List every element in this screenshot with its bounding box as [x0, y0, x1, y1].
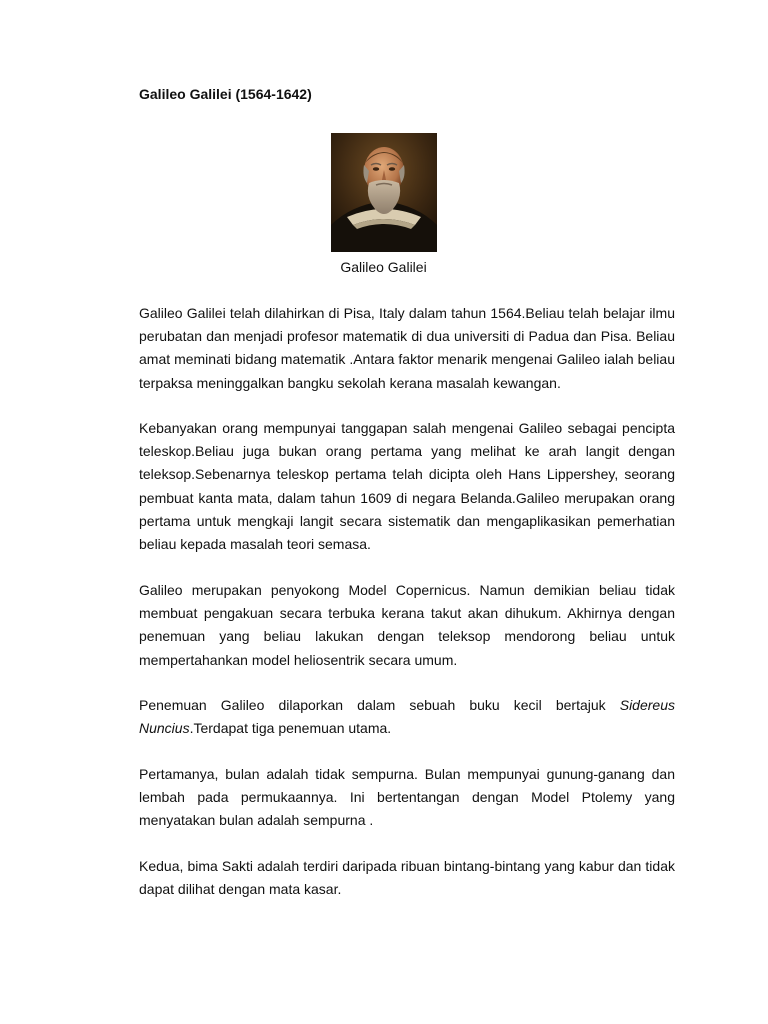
galileo-portrait — [331, 133, 437, 252]
document-title: Galileo Galilei (1564-1642) — [139, 86, 312, 102]
paragraph-3: Galileo merupakan penyokong Model Copernicus. Namun demikian beliau tidak membuat pengakuan secara terbuka kerana takut akan dihukum. Akhirnya dengan penemuan yang beliau lakukan dengan teleksop mendorong beliau untuk mempertahankan model heliosentrik secara umum. — [139, 582, 675, 668]
image-caption: Galileo Galilei — [340, 259, 427, 275]
book-title: Sidereus Nuncius — [139, 697, 675, 737]
paragraph-4-text-after: .Terdapat tiga penemuan utama. — [189, 720, 392, 737]
paragraph-1: Galileo Galilei telah dilahirkan di Pisa, Italy dalam tahun 1564.Beliau telah belajar ilmu perubatan dan menjadi profesor matematik di dua universiti di Padua dan Pisa. Beliau amat meminati bidang matematik .Antara faktor menarik mengenai Galileo ialah beliau terpaksa meninggalkan bangku sekolah kerana masalah kewangan. — [139, 305, 675, 391]
paragraph-2: Kebanyakan orang mempunyai tanggapan salah mengenai Galileo sebagai pencipta teleskop.Beliau juga bukan orang pertama yang melihat ke arah langit dengan teleksop.Sebenarnya teleskop pertama telah dicipta oleh Hans Lippershey, seorang pembuat kanta mata, dalam tahun 1609 di negara Belanda.Galileo merupakan orang pertama untuk mengkaji langit secara sistematik dan mengaplikasikan pemerhatian beliau kepada masalah teori semasa. — [139, 420, 675, 553]
paragraph-4-text-before: Penemuan Galileo dilaporkan dalam sebuah buku kecil bertajuk — [139, 697, 620, 713]
paragraph-6: Kedua, bima Sakti adalah terdiri daripada ribuan bintang-bintang yang kabur dan tidak dapat dilihat dengan mata kasar. — [139, 858, 675, 898]
paragraph-4 — [139, 694, 675, 740]
paragraph-5: Pertamanya, bulan adalah tidak sempurna. Bulan mempunyai gunung-ganang dan lembah pada permukaannya. Ini bertentangan dengan Model Ptolemy yang menyatakan bulan adalah sempurna . — [139, 766, 675, 829]
